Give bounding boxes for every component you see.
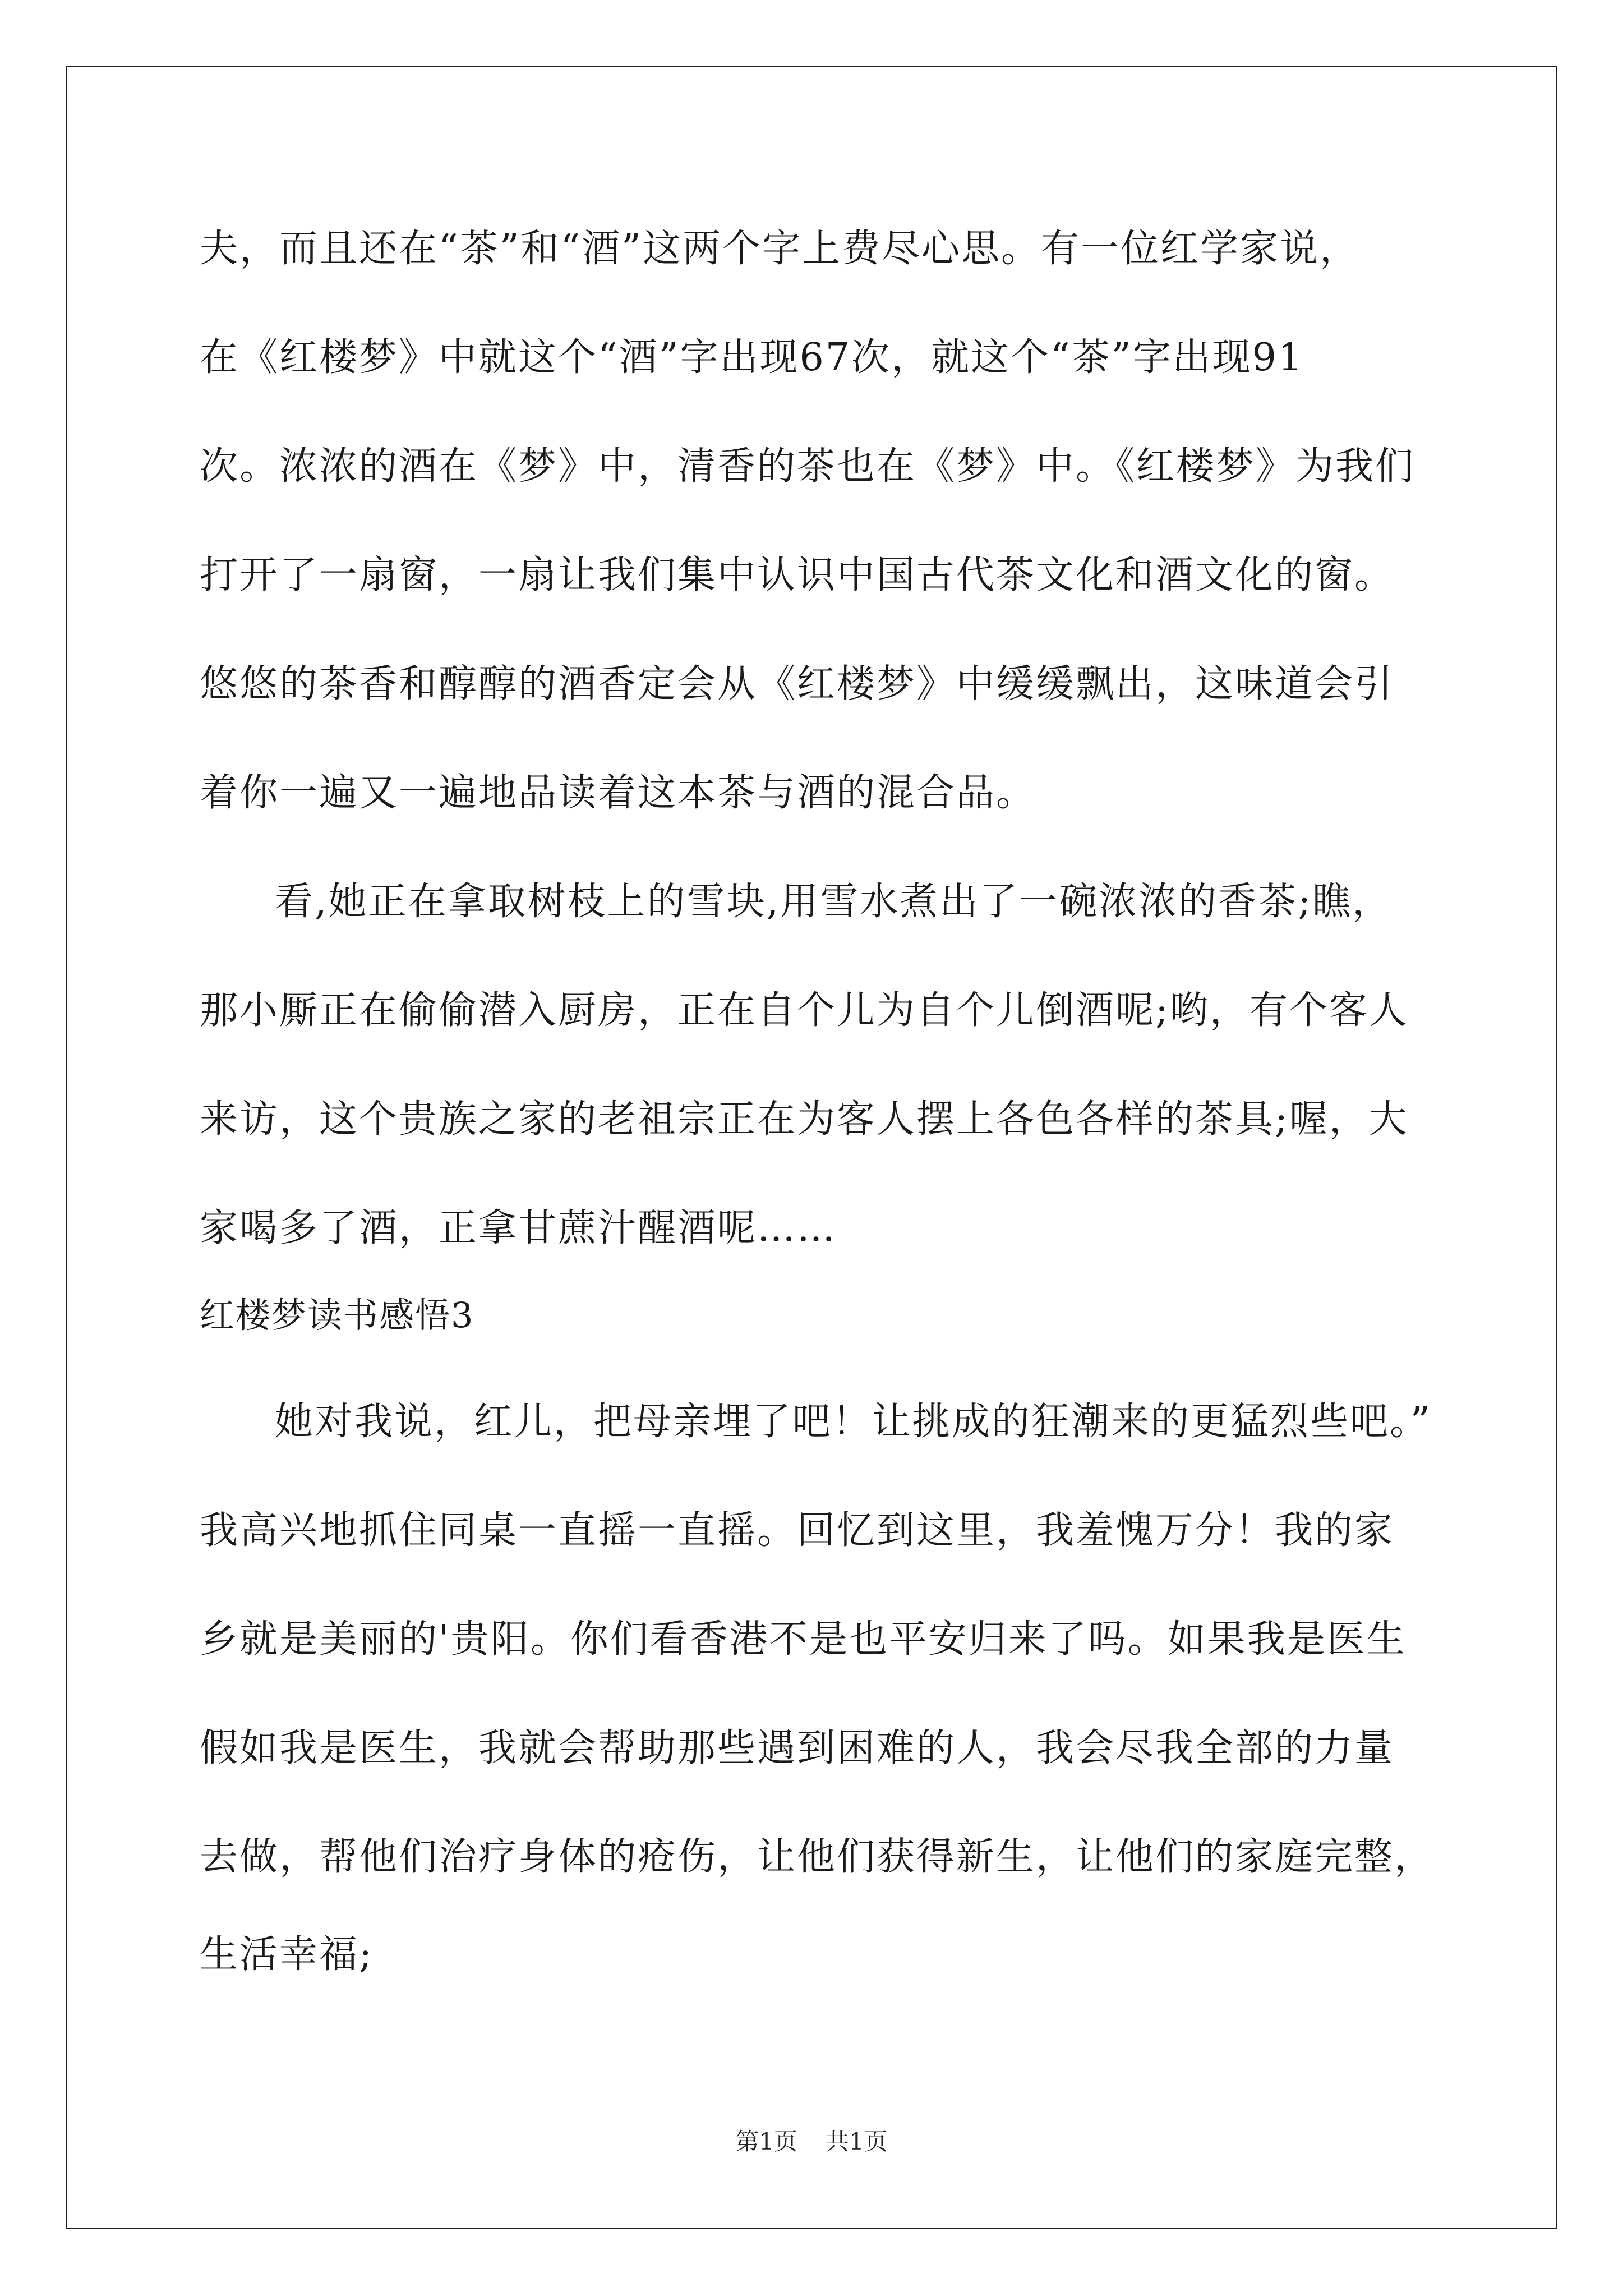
text-line: 打开了一扇窗，一扇让我们集中认识中国古代茶文化和酒文化的窗。 — [200, 553, 1395, 597]
text-line: 次。浓浓的酒在《梦》中，清香的茶也在《梦》中。《红楼梦》为我们 — [200, 444, 1415, 489]
page-footer — [0, 2125, 1623, 2159]
text-line: 乡就是美丽的'贵阳。你们看香港不是也平安归来了吗。如果我是医生 — [200, 1617, 1407, 1662]
page-number-current: 第1页 — [735, 2128, 797, 2155]
text-line: 悠悠的茶香和醇醇的酒香定会从《红楼梦》中缓缓飘出，这味道会引 — [200, 662, 1395, 706]
text-line: 在《红楼梦》中就这个“酒”字出现67次，就这个“茶”字出现91 — [200, 335, 1304, 380]
text-line: 去做，帮他们治疗身体的疮伤，让他们获得新生，让他们的家庭完整， — [200, 1835, 1435, 1879]
text-line: 夫，而且还在“茶”和“酒”这两个字上费尽心思。有一位红学家说， — [200, 227, 1360, 271]
page-number-total: 共1页 — [826, 2128, 888, 2155]
text-line: 来访，这个贵族之家的老祖宗正在为客人摆上各色各样的茶具;喔，大 — [200, 1097, 1409, 1142]
section-heading: 红楼梦读书感悟3 — [200, 1295, 474, 1336]
page-frame — [66, 66, 1557, 2229]
text-line: 家喝多了酒，正拿甘蔗汁醒酒呢…… — [200, 1206, 837, 1250]
text-line: 我高兴地抓住同桌一直摇一直摇。回忆到这里，我羞愧万分！我的家 — [200, 1508, 1395, 1553]
text-line: 看,她正在拿取树枝上的雪块,用雪水煮出了一碗浓浓的香茶;瞧， — [275, 880, 1393, 924]
text-line: 她对我说，红儿，把母亲埋了吧！让挑成的狂潮来的更猛烈些吧。” — [275, 1400, 1432, 1444]
text-line: 生活幸福; — [200, 1932, 374, 1977]
text-line: 那小厮正在偷偷潜入厨房，正在自个儿为自个儿倒酒呢;哟，有个客人 — [200, 988, 1409, 1033]
text-line: 假如我是医生，我就会帮助那些遇到困难的人，我会尽我全部的力量 — [200, 1726, 1395, 1770]
text-line: 着你一遍又一遍地品读着这本茶与酒的混合品。 — [200, 771, 1036, 815]
